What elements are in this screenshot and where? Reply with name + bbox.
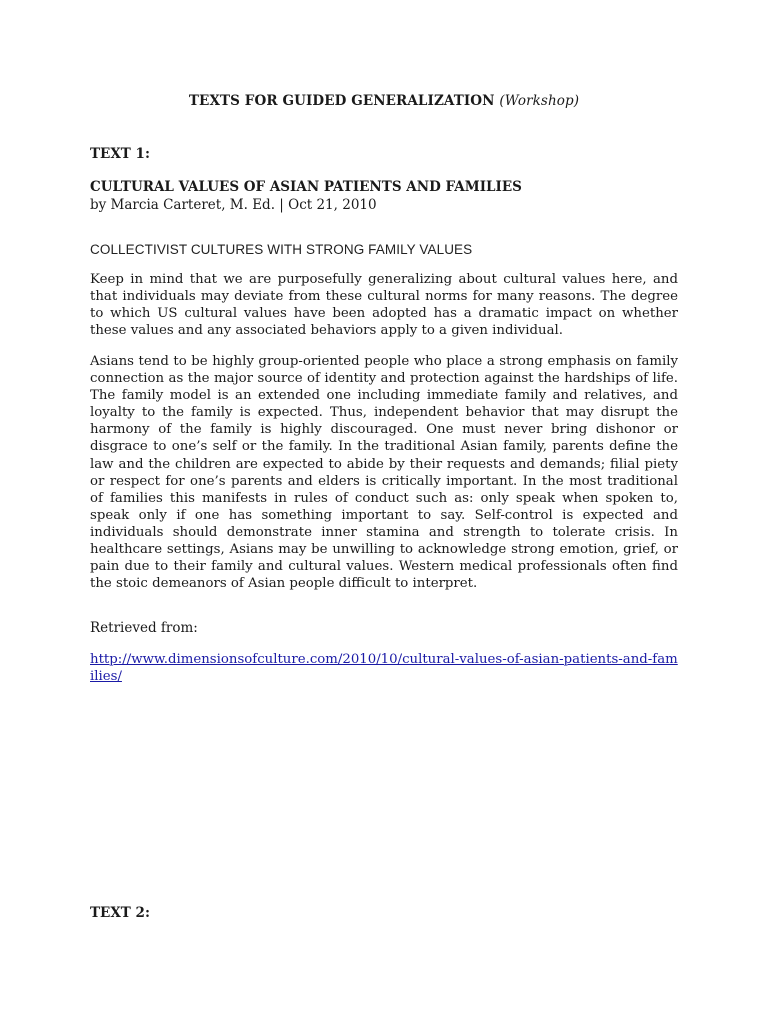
body-paragraph-2: Asians tend to be highly group-oriented people who place a strong emphasis on family connection as the major source of identity and protection against the hardships of life. The family model is an extended one including immediate family and relatives, and loyalty to the family is expected. Thus, independent behavior that may disrupt the harmony of the family is highly discouraged. One must never bring dishonor or disgrace to one’s self or the family. In the traditional Asian family, parents define the law and the children are expected to abide by their requests and demands; filial piety or respect for one’s parents and elders is critically important. In the most traditional of families this manifests in rules of conduct such as: only speak when spoken to, speak only if one has something important to say. Self-control is expected and individuals should demonstrate inner stamina and strength to tolerate crisis. In healthcare settings, Asians may be unwilling to acknowledge strong emotion, grief, or pain due to their family and cultural values. Western medical professionals often find the stoic demeanors of Asian people difficult to interpret. <box>90 354 678 592</box>
document-title <box>0 93 768 109</box>
document-title-suffix: (Workshop) <box>499 93 580 109</box>
article-byline: by Marcia Carteret, M. Ed. | Oct 21, 2010 <box>90 197 377 213</box>
retrieved-from-label: Retrieved from: <box>90 620 198 636</box>
article-title: CULTURAL VALUES OF ASIAN PATIENTS AND FAMILIES <box>90 179 522 195</box>
section-heading: COLLECTIVIST CULTURES WITH STRONG FAMILY VALUES <box>90 242 473 257</box>
text1-label: TEXT 1: <box>90 146 150 162</box>
source-url-link[interactable]: http://www.dimensionsofculture.com/2010/10/cultural-values-of-asian-patients-and-families/ <box>90 652 678 685</box>
body-paragraph-1: Keep in mind that we are purposefully generalizing about cultural values here, and that individuals may deviate from these cultural norms for many reasons. The degree to which US cultural values have been adopted has a dramatic impact on whether these values and any associated behaviors apply to a given individual. <box>90 272 678 339</box>
text2-label: TEXT 2: <box>90 905 150 921</box>
document-title-main: TEXTS FOR GUIDED GENERALIZATION <box>188 93 495 109</box>
